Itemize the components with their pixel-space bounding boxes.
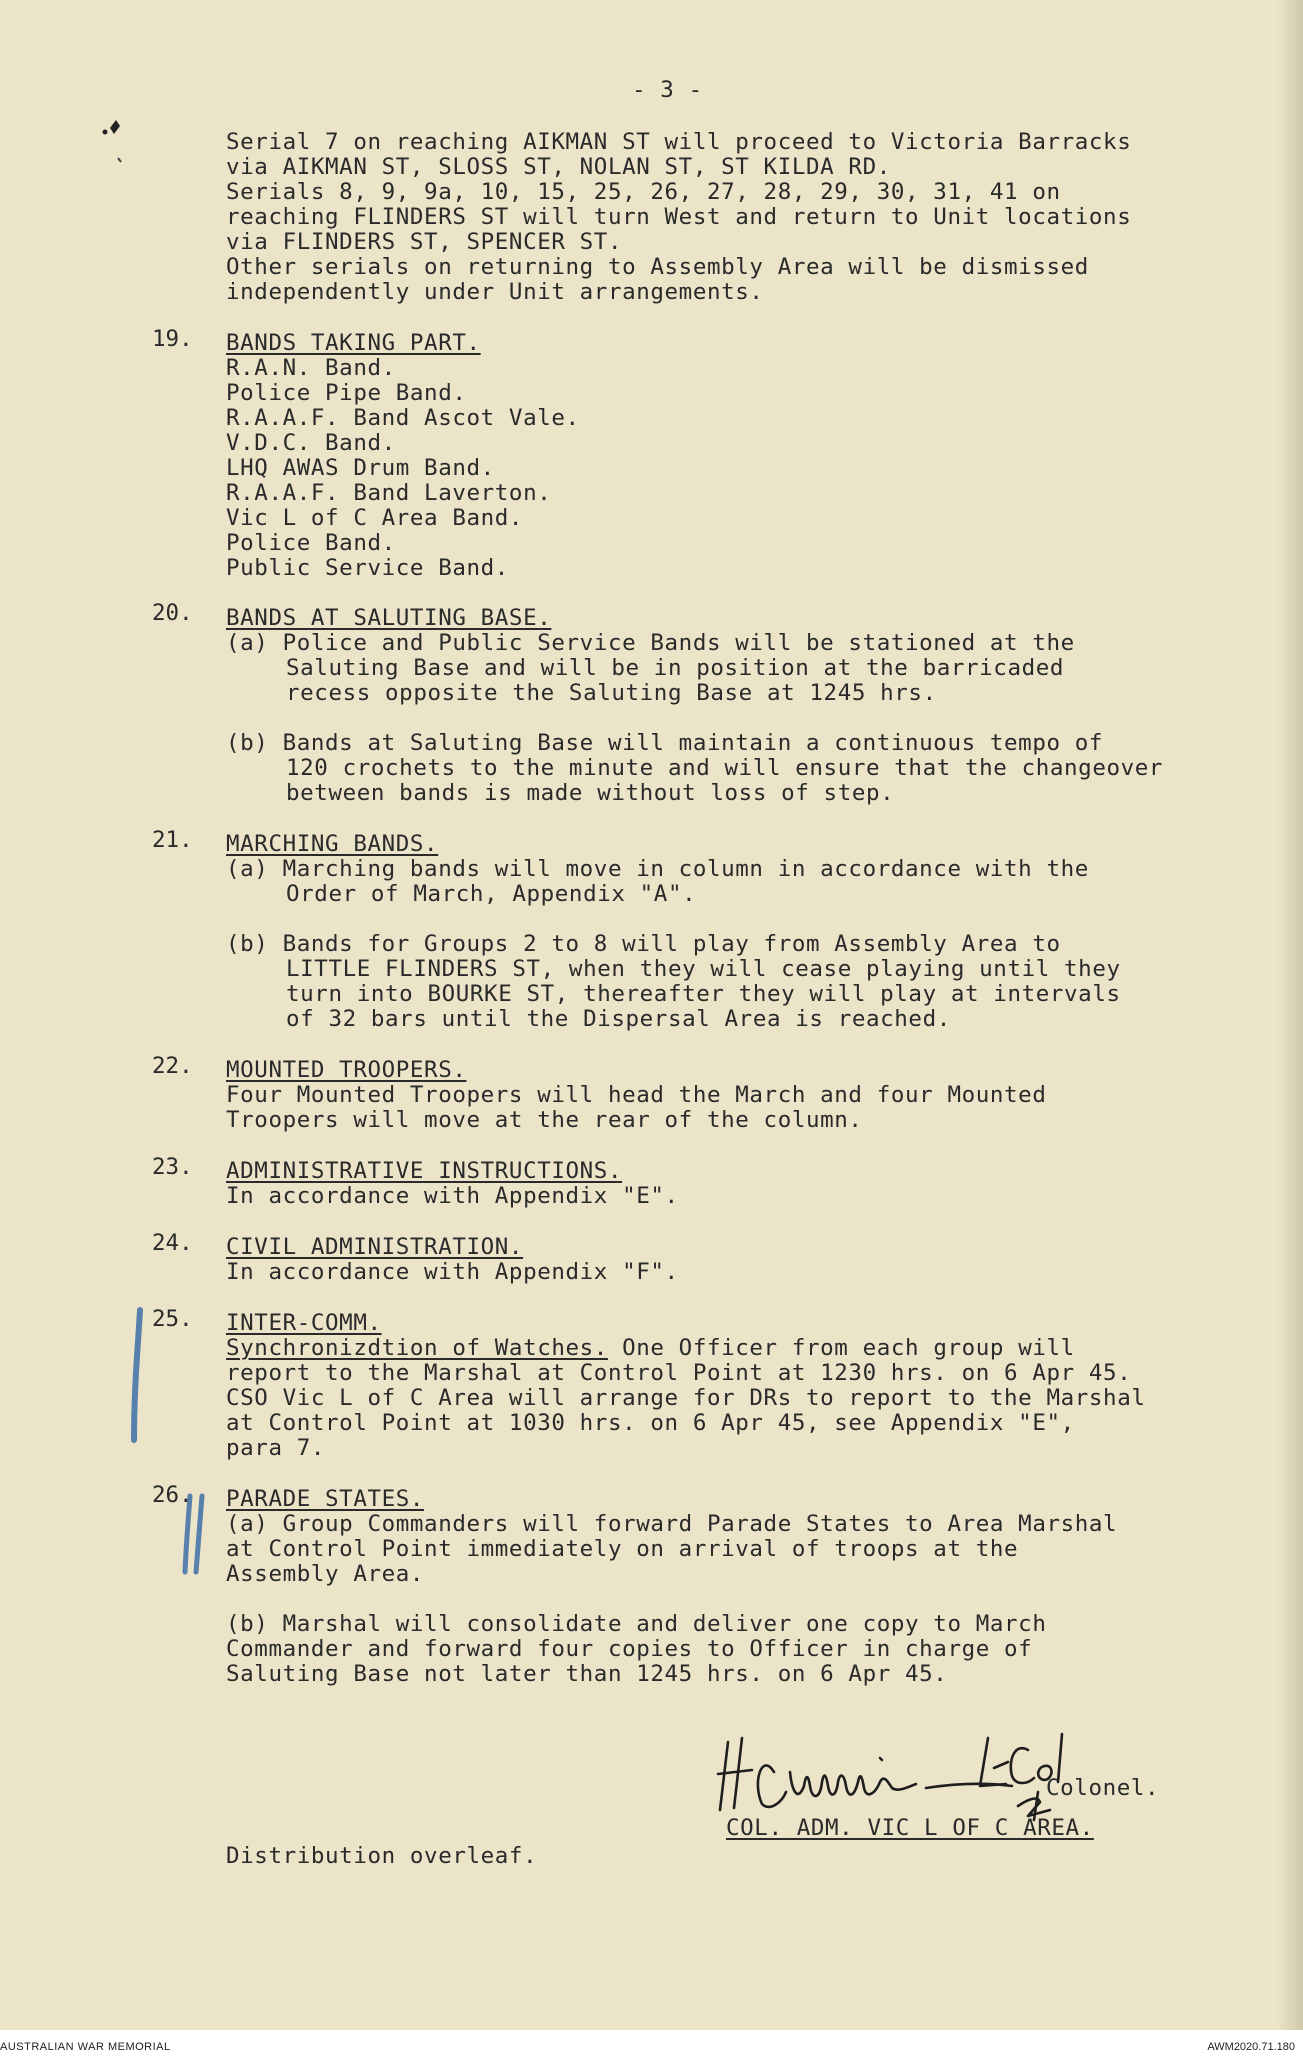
section-26-b-line: Commander and forward four copies to Officer in charge of (226, 1636, 1033, 1662)
band-item: R.A.A.F. Band Ascot Vale. (226, 405, 580, 431)
section-number-26: 26. (152, 1482, 193, 1508)
section-number-19: 19. (152, 326, 193, 352)
section-number-23: 23. (152, 1154, 193, 1180)
subheading-synchronization-of-watches: Synchronizdtion of Watches. (226, 1335, 608, 1361)
band-item: Public Service Band. (226, 555, 509, 581)
section-21-a-line: (a) Marching bands will move in column in accordance with the (226, 856, 1089, 882)
section-heading-administrative-instructions: ADMINISTRATIVE INSTRUCTIONS. (226, 1158, 623, 1184)
band-item: V.D.C. Band. (226, 430, 396, 456)
intro-line: Serials 8, 9, 9a, 10, 15, 25, 26, 27, 28, 29, 30, 31, 41 on (226, 179, 1061, 205)
section-22-line: Troopers will move at the rear of the column. (226, 1107, 863, 1133)
blue-pencil-margin-mark (124, 1306, 150, 1446)
section-number-25: 25. (152, 1306, 193, 1332)
section-heading-marching-bands: MARCHING BANDS. (226, 831, 439, 857)
section-21-b-line: turn into BOURKE ST, thereafter they will play at intervals (286, 981, 1121, 1007)
section-26-b-line: (b) Marshal will consolidate and deliver one copy to March (226, 1611, 1047, 1637)
section-25-line: CSO Vic L of C Area will arrange for DRs to report to the Marshal (226, 1385, 1146, 1411)
band-item: Vic L of C Area Band. (226, 505, 524, 531)
section-25-line: para 7. (226, 1435, 326, 1461)
section-heading-inter-comm: INTER-COMM. (226, 1310, 382, 1336)
section-21-b-line: (b) Bands for Groups 2 to 8 will play from Assembly Area to (226, 931, 1061, 957)
section-heading-mounted-troopers: MOUNTED TROOPERS. (226, 1057, 467, 1083)
page-number: - 3 - (632, 77, 703, 103)
section-24-line: In accordance with Appendix "F". (226, 1259, 679, 1285)
handwritten-signature (712, 1712, 1232, 1822)
band-item: LHQ AWAS Drum Band. (226, 455, 495, 481)
intro-line: independently under Unit arrangements. (226, 279, 764, 305)
signature-rank: Colonel. (1046, 1775, 1160, 1801)
intro-line: via AIKMAN ST, SLOSS ST, NOLAN ST, ST KILDA RD. (226, 154, 891, 180)
section-20-a-line: Saluting Base and will be in position at the barricaded (286, 655, 1065, 681)
intro-line: Serial 7 on reaching AIKMAN ST will proceed to Victoria Barracks (226, 129, 1132, 155)
ink-blot-mark (96, 110, 136, 170)
section-20-b-line: 120 crochets to the minute and will ensure that the changeover (286, 755, 1164, 781)
section-26-b-line: Saluting Base not later than 1245 hrs. on 6 Apr 45. (226, 1661, 948, 1687)
band-item: R.A.A.F. Band Laverton. (226, 480, 552, 506)
section-heading-bands-taking-part: BANDS TAKING PART. (226, 330, 481, 356)
section-heading-bands-at-saluting-base: BANDS AT SALUTING BASE. (226, 605, 552, 631)
intro-line: via FLINDERS ST, SPENCER ST. (226, 229, 623, 255)
band-item: Police Band. (226, 530, 396, 556)
section-25-line-1-rest: One Officer from each group will (607, 1335, 1075, 1361)
section-26-a-line: (a) Group Commanders will forward Parade States to Area Marshal (226, 1511, 1118, 1537)
section-25-line: at Control Point at 1030 hrs. on 6 Apr 45, see Appendix "E", (226, 1410, 1075, 1436)
section-number-24: 24. (152, 1230, 193, 1256)
section-number-22: 22. (152, 1053, 193, 1079)
section-heading-civil-administration: CIVIL ADMINISTRATION. (226, 1234, 524, 1260)
signature-appointment: COL. ADM. VIC L OF C AREA. (726, 1815, 1094, 1841)
section-heading-parade-states: PARADE STATES. (226, 1486, 425, 1512)
section-number-20: 20. (152, 600, 193, 626)
intro-line: Other serials on returning to Assembly Area will be dismissed (226, 254, 1089, 280)
section-number-21: 21. (152, 827, 193, 853)
section-20-b-line: between bands is made without loss of step. (286, 780, 895, 806)
section-20-b-line: (b) Bands at Saluting Base will maintain a continuous tempo of (226, 730, 1104, 756)
section-21-b-line: LITTLE FLINDERS ST, when they will cease playing until they (286, 956, 1121, 982)
section-20-a-line: (a) Police and Public Service Bands will be stationed at the (226, 630, 1075, 656)
section-23-line: In accordance with Appendix "E". (226, 1183, 679, 1209)
section-20-a-line: recess opposite the Saluting Base at 1245 hrs. (286, 680, 937, 706)
distribution-note: Distribution overleaf. (226, 1843, 538, 1869)
section-26-a-line: at Control Point immediately on arrival of troops at the (226, 1536, 1019, 1562)
footer-archive-label: AUSTRALIAN WAR MEMORIAL (0, 2041, 171, 2053)
footer-catalogue-number: AWM2020.71.180 (1207, 2041, 1295, 2053)
section-25-line-1 (226, 1336, 1075, 1361)
intro-line: reaching FLINDERS ST will turn West and return to Unit locations (226, 204, 1132, 230)
section-21-a-line: Order of March, Appendix "A". (286, 881, 697, 907)
section-22-line: Four Mounted Troopers will head the March and four Mounted (226, 1082, 1047, 1108)
section-26-a-line: Assembly Area. (226, 1561, 425, 1587)
band-item: R.A.N. Band. (226, 355, 396, 381)
section-21-b-line: of 32 bars until the Dispersal Area is reached. (286, 1006, 951, 1032)
band-item: Police Pipe Band. (226, 380, 467, 406)
section-25-line: report to the Marshal at Control Point at 1230 hrs. on 6 Apr 45. (226, 1360, 1132, 1386)
